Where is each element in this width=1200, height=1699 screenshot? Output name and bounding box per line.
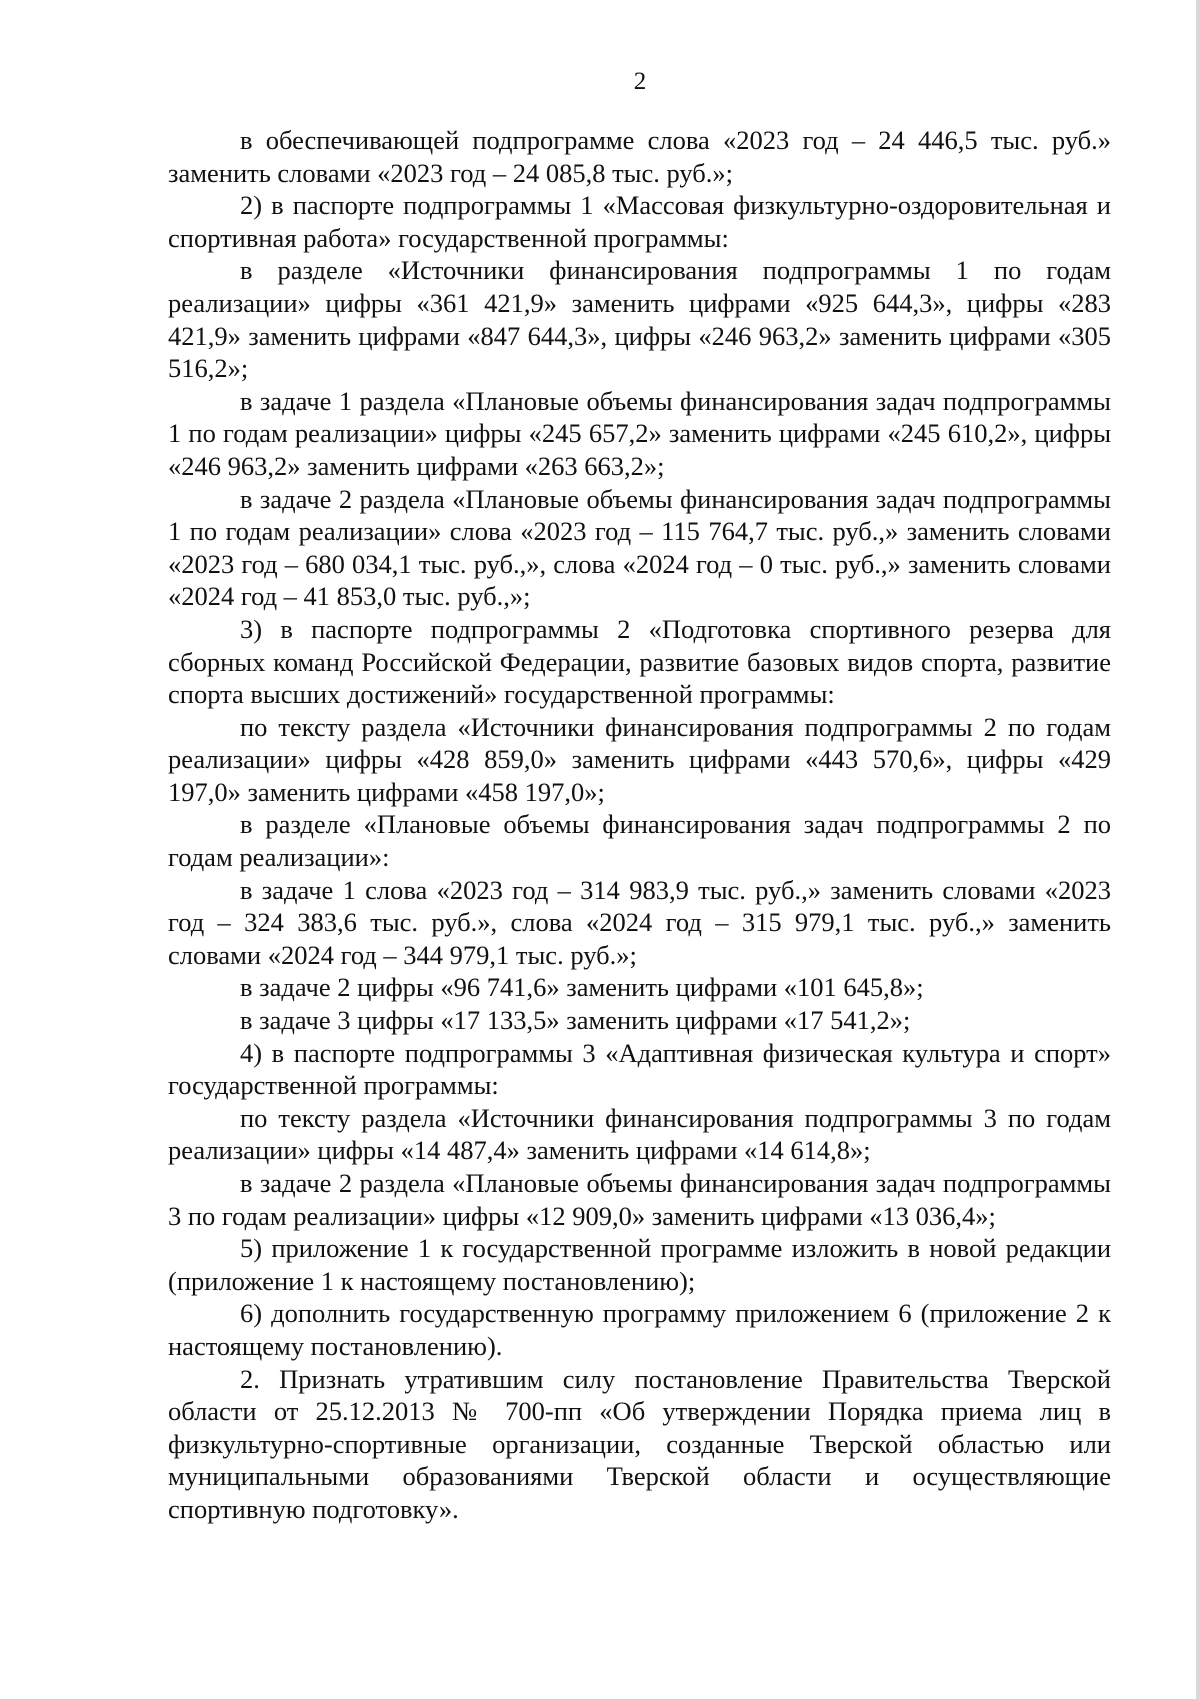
paragraph-sources-subprogram-2: по тексту раздела «Источники финансирования подпрограммы 2 по годам реализации» цифры «428 859,0» заменить цифрами «443 570,6», цифры «429 197,0» заменить цифрами «458 197,0»; (168, 711, 1111, 807)
page-number: 2 (633, 68, 647, 95)
paragraph-planned-volumes-subprogram-2: в разделе «Плановые объемы финансирования задач подпрограммы 2 по годам реализации»: (168, 809, 1111, 873)
scan-edge-shadow (1196, 0, 1200, 1699)
paragraph-item-4: 4) в паспорте подпрограммы 3 «Адаптивная физическая культура и спорт» государственной программы: (168, 1037, 1111, 1101)
paragraph-sources-subprogram-3: по тексту раздела «Источники финансирования подпрограммы 3 по годам реализации» цифры «14 487,4» заменить цифрами «14 614,8»; (168, 1102, 1111, 1166)
paragraph-section-2: 2. Признать утратившим силу постановление Правительства Тверской области от 25.12.2013 № 700-пп «Об утверждении Порядка приема лиц в физкультурно-спортивные организации, созданные Тверской областью или муниципальными образованиями Тверской области и осуществляющие спортивную подготовку». (168, 1363, 1111, 1524)
paragraph-item-6: 6) дополнить государственную программу приложением 6 (приложение 2 к настоящему постановлению). (168, 1298, 1111, 1361)
paragraph-task-3-subprogram-2: в задаче 3 цифры «17 133,5» заменить цифрами «17 541,2»; (240, 1005, 911, 1036)
paragraph-task-1-subprogram-1: в задаче 1 раздела «Плановые объемы финансирования задач подпрограммы 1 по годам реализации» цифры «245 657,2» заменить цифрами «245 610,2», цифры «246 963,2» заменить цифрами «263 663,2»; (168, 385, 1111, 481)
paragraph-item-3: 3) в паспорте подпрограммы 2 «Подготовка спортивного резерва для сборных команд Российской Федерации, развитие базовых видов спорта, развитие спорта высших достижений» государственной программы: (168, 613, 1111, 710)
paragraph-task-2-subprogram-2: в задаче 2 цифры «96 741,6» заменить цифрами «101 645,8»; (240, 972, 924, 1003)
paragraph-task-2-subprogram-3: в задаче 2 раздела «Плановые объемы финансирования задач подпрограммы 3 по годам реализации» цифры «12 909,0» заменить цифрами «13 036,4»; (168, 1168, 1111, 1231)
document-body (168, 124, 1111, 1526)
paragraph-sources-subprogram-1: в разделе «Источники финансирования подпрограммы 1 по годам реализации» цифры «361 421,9» заменить цифрами «925 644,3», цифры «283 421,9» заменить цифрами «847 644,3», цифры «246 963,2» заменить цифрами «305 516,2»; (168, 255, 1111, 384)
paragraph-task-2-subprogram-1: в задаче 2 раздела «Плановые объемы финансирования задач подпрограммы 1 по годам реализации» слова «2023 год – 115 764,7 тыс. руб.,» заменить словами «2023 год – 680 034,1 тыс. руб.,», слова «2024 год – 0 тыс. руб.,» заменить словами «2024 год – 41 853,0 тыс. руб.,»; (168, 483, 1111, 612)
paragraph-item-5: 5) приложение 1 к государственной программе изложить в новой редакции (приложение 1 к настоящему постановлению); (168, 1233, 1111, 1296)
paragraph-task-1-subprogram-2: в задаче 1 слова «2023 год – 314 983,9 тыс. руб.,» заменить словами «2023 год – 324 383,6 тыс. руб.», слова «2024 год – 315 979,1 тыс. руб.,» заменить словами «2024 год – 344 979,1 тыс. руб.»; (168, 874, 1111, 970)
paragraph-item-2: 2) в паспорте подпрограммы 1 «Массовая физкультурно-оздоровительная и спортивная работа» государственной программы: (168, 190, 1111, 253)
paragraph-support-subprogram: в обеспечивающей подпрограмме слова «2023 год – 24 446,5 тыс. руб.» заменить словами «2023 год – 24 085,8 тыс. руб.»; (168, 125, 1111, 188)
